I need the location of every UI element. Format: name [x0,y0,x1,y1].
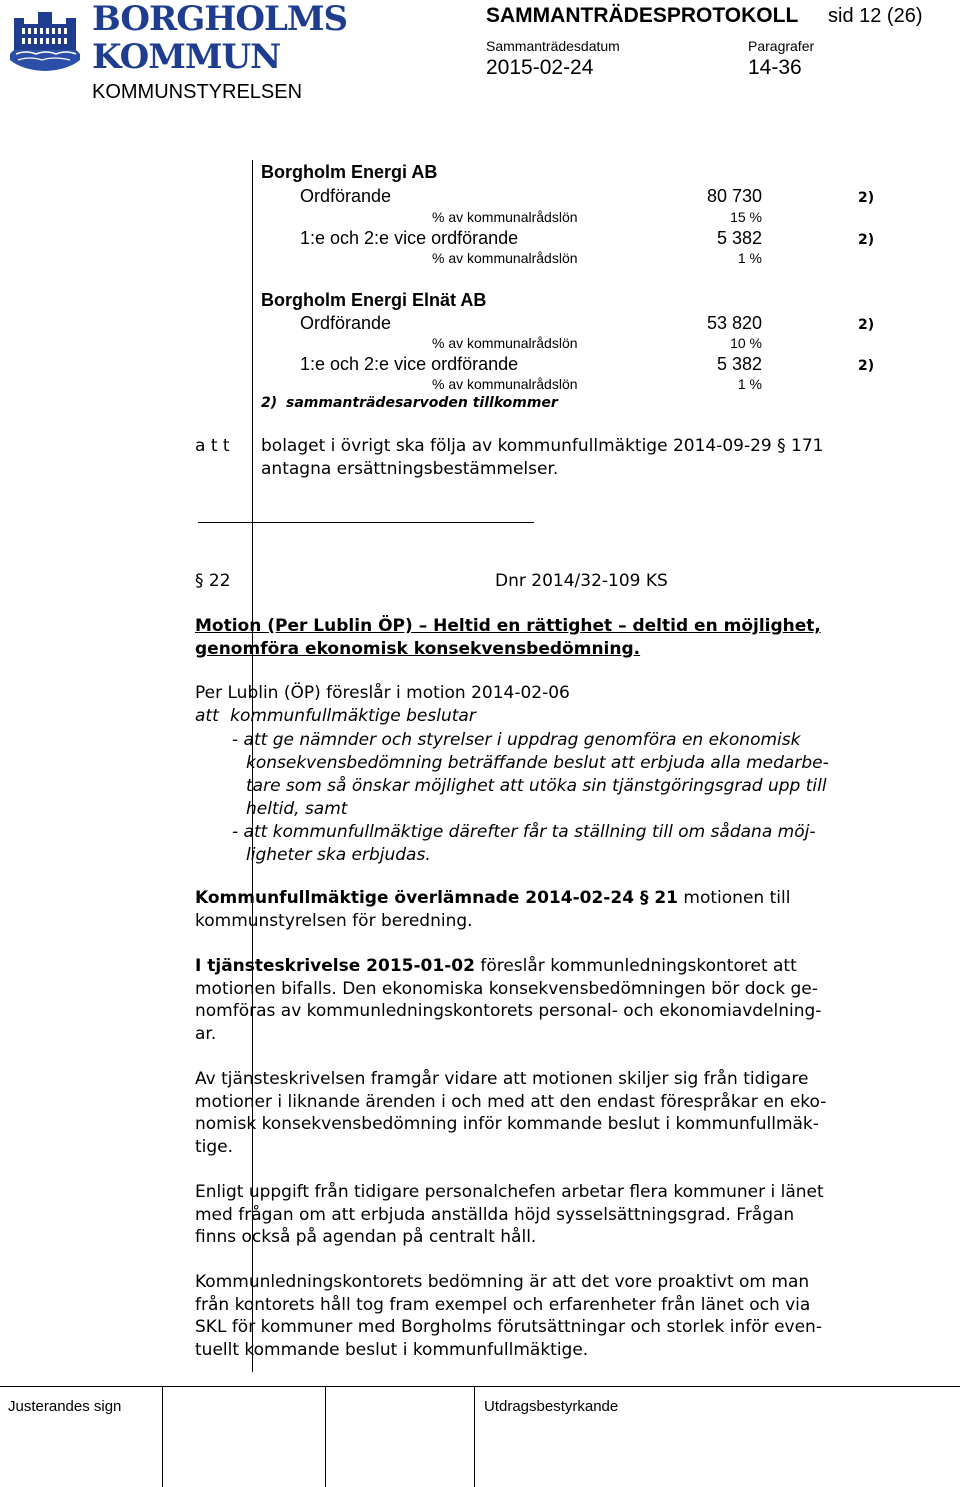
company-title-elnat: Borgholm Energi Elnät AB [261,290,487,310]
text-line: Kommunledningskontorets bedömning är att det vore proaktivt om man [195,1272,810,1292]
comp-note: 2) [858,190,875,206]
logo-emblem-icon [8,4,82,72]
text-line: SKL för kommuner med Borgholms förutsättningar och storlek inför even- [195,1317,822,1337]
footer-divider [325,1386,326,1487]
section-title-line1: Motion (Per Lublin ÖP) – Heltid en rättighet – deltid en möjlighet, [195,616,821,636]
text-line: motioner i liknande ärenden i och med att den endast förespråkar en eko- [195,1091,827,1112]
footer-divider [474,1386,475,1487]
paragraph-official-letter [195,955,895,1045]
comp-label: % av kommunalrådslön [432,209,578,225]
letter-line: motionen bifalls. Den ekonomiska konsekvensbedömningen bör dock ge- [195,978,818,999]
comp-label: % av kommunalrådslön [432,376,578,392]
protocol-title: SAMMANTRÄDESPROTOKOLL [486,4,799,27]
text-line: tuellt kommande beslut i kommunfullmäktige. [195,1339,589,1360]
footer-divider [162,1386,163,1487]
paragraphs-label: Paragrafer [748,38,815,54]
section-dnr: Dnr 2014/32-109 KS [495,571,668,591]
motion-att [195,706,476,726]
att-line1: bolaget i övrigt ska följa av kommunfullmäktige 2014-09-29 § 171 [261,436,824,456]
bullet-line: - att ge nämnder och styrelser i uppdrag genomföra en ekonomisk [232,730,801,750]
referral-line2: kommunstyrelsen för beredning. [195,910,473,931]
comp-value: 1 % [737,376,762,392]
letter-line: nomföras av kommunledningskontorets personal- och ekonomiavdelning- [195,1001,822,1021]
page-number: sid 12 (26) [828,5,923,27]
motion-bullets [232,729,829,867]
comp-note: 2) [858,232,875,248]
paragraph-referral [195,887,895,932]
company-title-energi: Borgholm Energi AB [261,162,438,182]
comp-label: Ordförande [300,186,392,206]
letter-line: ar. [195,1023,217,1044]
footer-sign-label: Justerandes sign [8,1398,122,1415]
motion-att-word: att [195,706,219,726]
date-label: Sammanträdesdatum [486,38,620,54]
text-line: Enligt uppgift från tidigare personalchefen arbetar flera kommuner i länet [195,1182,824,1202]
comp-value: 80 730 [706,186,762,206]
footnote [261,395,558,411]
footer-top-line [0,1386,960,1387]
att-label: a t t [195,436,230,456]
footnote-text: sammanträdesarvoden tillkommer [286,395,558,411]
bullet-line: heltid, samt [246,799,348,819]
paragraph-personnel [195,1181,895,1249]
text-line: Av tjänsteskrivelsen framgår vidare att motionen skiljer sig från tidigare [195,1069,809,1089]
referral-rest: motionen till [678,888,791,908]
text-line: med frågan om att erbjuda anställda höjd sysselsättningsgrad. Frågan [195,1204,795,1225]
letter-bold: I tjänsteskrivelse 2015-01-02 [195,956,475,976]
logo-name-line1: BORGHOLMS [92,0,348,39]
footnote-marker: 2) [261,395,278,411]
comp-note: 2) [858,358,875,374]
comp-label: % av kommunalrådslön [432,250,578,266]
footer-extract-label: Utdragsbestyrkande [484,1398,619,1415]
referral-bold: Kommunfullmäktige överlämnade 2014-02-24 § 21 [195,888,679,908]
bullet-line: konsekvensbedömning beträffande beslut att erbjuda alla medarbe- [246,753,829,773]
paragraphs-value: 14-36 [748,56,802,79]
comp-label: 1:e och 2:e vice ordförande [300,354,519,374]
comp-value: 5 382 [716,228,762,248]
comp-value: 15 % [730,209,762,225]
comp-label: 1:e och 2:e vice ordförande [300,228,519,248]
comp-note: 2) [858,317,875,333]
bullet-line: ligheter ska erbjudas. [246,845,431,865]
text-line: tige. [195,1136,234,1157]
letter-rest: föreslår kommunledningskontoret att [474,956,797,976]
date-value: 2015-02-24 [486,56,594,79]
comp-value: 1 % [737,250,762,266]
motion-intro: Per Lublin (ÖP) föreslår i motion 2014-02-06 [195,683,570,703]
text-line: finns också på agendan på centralt håll. [195,1227,537,1247]
logo-name-line2: KOMMUN [92,37,281,77]
section-paragraph-number: § 22 [195,571,231,591]
bullet-line: tare som så önskar möjlighet att utöka sin tjänstgöringsgrad upp till [246,776,827,796]
motion-att-text: kommunfullmäktige beslutar [230,706,476,726]
text-line: från kontorets håll tog fram exempel och erfarenheter från länet och via [195,1294,811,1315]
paragraph-assessment [195,1271,895,1361]
att-line2: antagna ersättningsbestämmelser. [261,459,559,479]
bullet-line: - att kommunfullmäktige därefter får ta ställning till om sådana möj- [232,822,816,842]
section-title-line2: genomföra ekonomisk konsekvensbedömning. [195,639,641,659]
text-line: nomisk konsekvensbedömning inför kommande beslut i kommunfullmäk- [195,1114,819,1134]
comp-value: 53 820 [706,313,762,333]
comp-value: 5 382 [716,354,762,374]
section-separator [198,522,534,523]
comp-value: 10 % [730,335,762,351]
department-name: KOMMUNSTYRELSEN [92,81,303,103]
comp-label: % av kommunalrådslön [432,335,578,351]
section-title [195,615,821,661]
comp-label: Ordförande [300,313,392,333]
paragraph-differs [195,1068,895,1158]
